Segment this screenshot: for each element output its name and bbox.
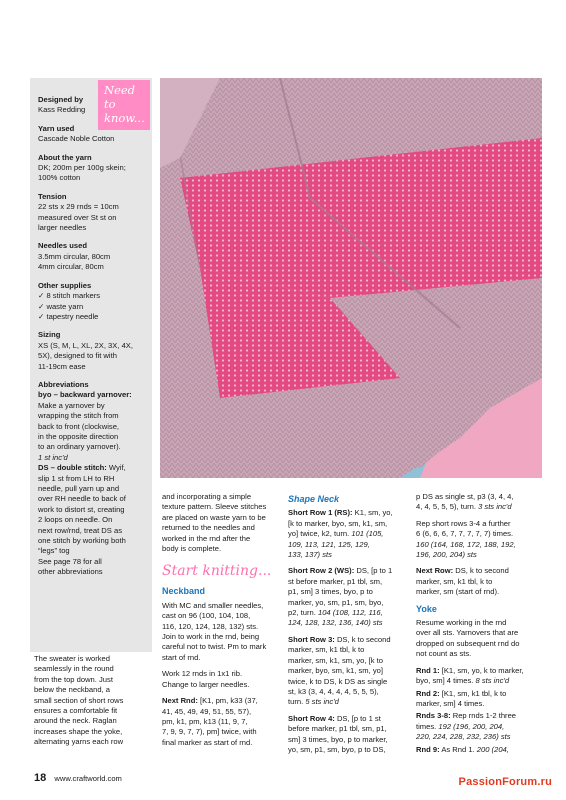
stitch-count: 104 (108, 112, 116,: [317, 608, 383, 618]
yoke-heading: Yoke: [416, 603, 437, 614]
next-rnd-line: [K1, pm, k33 (37,: [197, 696, 258, 706]
ds-text: Wyif,: [106, 463, 126, 473]
intro-line: are placed on waste yarn to be: [162, 512, 266, 522]
next-rnd-instruction: [162, 696, 280, 748]
byo-line: wrapping the stitch from: [38, 411, 119, 421]
short-row-text: DS, [p to 1: [354, 566, 393, 576]
sidebar-heading: Other supplies: [38, 280, 92, 290]
sidebar-section: [38, 95, 150, 116]
sidebar-heading: About the yarn: [38, 152, 92, 162]
round-instruction: [416, 711, 542, 742]
stitch-count: 192 (196, 200, 204,: [438, 721, 505, 731]
neckband-line: With MC and smaller needles,: [162, 600, 264, 610]
short-row-text: st before marker, p1 tbl, sm,: [288, 576, 383, 586]
shape-neck-column: [288, 492, 412, 761]
sidebar-line: 22 sts x 29 rnds = 10cm: [38, 202, 119, 212]
short-row: [288, 508, 412, 560]
sidebar-line: ✓ 8 stitch markers: [38, 291, 101, 301]
sidebar-heading: Needles used: [38, 241, 87, 251]
next-row-instruction: [416, 566, 542, 597]
neckband-paragraph-1: [162, 601, 280, 663]
yoke-line: not count as sts.: [416, 649, 472, 659]
short-row-label: Short Row 2 (WS):: [288, 566, 355, 576]
intro-line: The sweater is worked: [34, 654, 110, 663]
sweater-photo: [160, 78, 542, 478]
repeat-line: 6 (6, 6, 6, 7, 7, 7, 7, 7) times.: [416, 529, 514, 539]
sidebar-section: [38, 241, 150, 272]
neckband-line: Change to larger needles.: [162, 679, 250, 689]
short-row-text: turn.: [288, 697, 306, 707]
page-footer: [34, 772, 122, 784]
short-row-text: before marker, p1 tbl, sm, p1,: [288, 724, 387, 734]
ds-line: “legs” tog: [38, 546, 70, 556]
short-row-text: p1, sm] 3 times, byo, p to: [288, 587, 373, 597]
sidebar-heading: Designed by: [38, 95, 84, 104]
stitch-count: 196, 200, 204) sts: [416, 550, 477, 560]
intro-line: seamlessly in the round: [34, 664, 114, 674]
sidebar-line: ✓ tapestry needle: [38, 311, 99, 321]
intro-continued: [162, 492, 280, 554]
next-rnd-line: pm, k1, pm, k13 (11, 9, 7,: [162, 716, 248, 726]
intro-line: and incorporating a simple: [162, 492, 252, 501]
stitch-count: 200 (204,: [476, 744, 509, 754]
stitch-count: 133, 137) sts: [288, 550, 332, 560]
stitch-count: 109, 113, 121, 125, 129,: [288, 539, 370, 549]
short-row-text: [k to marker, byo, sm, k1, sm,: [288, 518, 388, 528]
neckband-paragraph-2: [162, 669, 280, 690]
intro-line: alternating yarns each row: [34, 737, 124, 747]
sidebar-line: 100% cotton: [38, 173, 81, 183]
round-instruction: [416, 745, 542, 755]
intro-line: body is complete.: [162, 544, 222, 554]
short-row-text: marker, byo, sm, k1, sm, yo]: [288, 666, 383, 676]
intro-line: returned to the needles and: [162, 523, 255, 533]
sidebar-heading: Yarn used: [38, 123, 75, 133]
round-instruction: [416, 666, 542, 687]
sidebar-heading: Tension: [38, 191, 67, 201]
badge-line-1: Need to: [104, 83, 136, 111]
stitch-count: 5 sts inc'd: [305, 697, 339, 707]
stitch-count: 220, 224, 228, 232, 236) sts: [416, 732, 511, 742]
sidebar-line: XS (S, M, L, XL, 2X, 3X, 4X,: [38, 340, 133, 350]
neckband-line: Work 12 rnds in 1x1 rib.: [162, 669, 243, 679]
short-row-text: yo] twice, k2, turn.: [288, 529, 352, 539]
intro-line: from the top down. Just: [34, 674, 113, 684]
neckband-line: 116, 120, 124, 128, 132) sts.: [162, 621, 259, 631]
stitch-count: 101 (105,: [351, 529, 384, 539]
stitch-count: 160 (164, 168, 172, 188, 192,: [416, 539, 516, 549]
next-rnd-label: Next Rnd:: [162, 696, 198, 706]
ds-line: 2 loops on needle. On: [38, 515, 113, 525]
sidebar-content: [38, 95, 150, 586]
sweater-image: [160, 78, 542, 478]
round-text: [K1, sm, k1 tbl, k to: [439, 688, 507, 698]
ds-line: slip 1 st from LH to RH: [38, 473, 115, 483]
short-rows-list: [288, 508, 412, 755]
round-label: Rnd 1:: [416, 665, 440, 675]
watermark: PassionForum.ru: [458, 776, 552, 788]
sidebar-line: 5X), designed to fit with: [38, 351, 117, 361]
stitch-count: 3 sts inc'd: [478, 502, 512, 512]
byo-line: in the opposite direction: [38, 431, 119, 441]
next-row-label: Next Row:: [416, 566, 454, 576]
abbreviations-section: [38, 380, 150, 578]
round-text: [K1, sm, yo, k to marker,: [439, 665, 524, 675]
stitch-count: 8 sts inc'd: [475, 676, 510, 686]
next-row-line: marker, sm, k1 tbl, k to: [416, 576, 493, 586]
intro-line: small section of short rows: [34, 695, 124, 705]
round-text: times.: [416, 721, 439, 731]
byo-increase: 1 st inc'd: [38, 452, 68, 462]
short-row-text: yo, sm, p1, sm, byo, p to DS,: [288, 744, 386, 754]
round-text: marker, sm] 4 times.: [416, 698, 485, 708]
ds-title: DS – double stitch:: [38, 463, 107, 473]
byo-title: byo – backward yarnover:: [38, 390, 132, 400]
next-rnd-line: 7, 9, 9, 7, 7), pm] twice, with: [162, 727, 257, 737]
sidebar-line: DK; 200m per 100g skein;: [38, 163, 126, 173]
short-row-label: Short Row 3:: [288, 634, 335, 644]
short-row-text: marker, yo, sm, p1, sm, byo,: [288, 597, 384, 607]
round-text: Rep rnds 1-2 three: [450, 711, 517, 721]
sidebar-line: 4mm circular, 80cm: [38, 262, 104, 272]
round-label: Rnd 9:: [416, 744, 440, 754]
abbreviations-heading: Abbreviations: [38, 379, 89, 389]
intro-line: around the neck. Raglan: [34, 716, 117, 726]
byo-line: Make a yarnover by: [38, 400, 105, 410]
short-row-text: st, k3 (3, 4, 4, 4, 4, 5, 5, 5),: [288, 686, 379, 696]
neckband-line: cast on 96 (100, 104, 108,: [162, 611, 251, 621]
sidebar-line: larger needles: [38, 223, 87, 233]
sidebar-section: [38, 192, 150, 234]
continued-line: p DS as single st, p3 (3, 4, 4,: [416, 492, 514, 501]
ds-line: other abbreviations: [38, 567, 103, 577]
round-label: Rnd 2:: [416, 688, 440, 698]
round-label: Rnds 3-8:: [416, 711, 451, 721]
sidebar-section: [38, 124, 150, 145]
neckband-line: careful not to twist. Pm to mark: [162, 642, 267, 652]
short-row: [288, 714, 412, 756]
ds-line: one stitch by working both: [38, 536, 126, 546]
byo-line: back to front (clockwise,: [38, 421, 120, 431]
yoke-line: dropped on subsequent rnd do: [416, 638, 520, 648]
short-row-label: Short Row 4:: [288, 713, 335, 723]
short-row: [288, 566, 412, 628]
sidebar-line: 11-19cm ease: [38, 361, 86, 371]
intro-line: below the neckband, a: [34, 685, 110, 695]
start-knitting-heading: Start knitting...: [162, 563, 272, 580]
neckband-line: start of rnd.: [162, 652, 201, 662]
round-instruction: [416, 689, 542, 710]
yoke-line: Resume working in the rnd: [416, 618, 507, 628]
intro-line: worked in the rnd after the: [162, 533, 251, 543]
byo-line: to an ordinary yarnover).: [38, 442, 121, 452]
footer-url: www.craftworld.com: [54, 774, 122, 783]
page-number: 18: [34, 772, 47, 784]
ds-line: over RH needle to back of: [38, 494, 126, 504]
short-row-label: Short Row 1 (RS):: [288, 508, 353, 518]
next-rnd-line: 41, 45, 49, 49, 51, 55, 57),: [162, 706, 252, 716]
badge-line-2: know...: [104, 111, 145, 125]
yoke-line: over all sts. Yarnovers that are: [416, 628, 519, 638]
sidebar-section: [38, 330, 150, 372]
sidebar-line: 3.5mm circular, 80cm: [38, 251, 111, 261]
sidebar-section: [38, 153, 150, 184]
intro-column: [34, 654, 152, 748]
short-row-4-continued: [416, 492, 542, 513]
sidebar-line: measured over St st on: [38, 212, 117, 222]
ds-line: next row/rnd, treat DS as: [38, 525, 122, 535]
next-row-line: DS, k to second: [453, 566, 509, 576]
short-row-text: p2, turn.: [288, 608, 318, 618]
short-row-text: marker, sm, k1, sm, yo, [k to: [288, 655, 383, 665]
ds-line: [38, 463, 150, 473]
short-row-text: DS, [p to 1 st: [334, 713, 381, 723]
shape-neck-heading: Shape Neck: [288, 494, 340, 504]
short-row-text: K1, sm, yo,: [352, 508, 393, 518]
round-text: byo, sm] 4 times.: [416, 676, 476, 686]
neckband-column: [162, 492, 280, 754]
sidebar-line: Cascade Noble Cotton: [38, 134, 115, 144]
sidebar-heading: Sizing: [38, 330, 61, 340]
intro-line: texture pattern. Sleeve stitches: [162, 502, 267, 512]
short-row-text: sm] 3 times, byo, p to marker,: [288, 734, 388, 744]
rounds-list: [416, 666, 542, 755]
stitch-count: 124, 128, 132, 136, 140) sts: [288, 618, 383, 628]
ds-line: needle, pull yarn up and: [38, 484, 120, 493]
sidebar-line: ✓ waste yarn: [38, 301, 84, 311]
repeat-short-rows: [416, 519, 542, 561]
short-row-text: marker, sm, k1 tbl, k to: [288, 645, 365, 655]
ds-line: See page 78 for all: [38, 556, 102, 566]
intro-line: ensures a comfortable fit: [34, 706, 118, 716]
neckband-line: Join to work in the rnd, being: [162, 632, 260, 642]
short-row: [288, 635, 412, 708]
round-text: As Rnd 1.: [439, 744, 477, 754]
short-row-text: DS, k to second: [334, 634, 391, 644]
yoke-column: [416, 492, 542, 757]
repeat-line: Rep short rows 3-4 a further: [416, 518, 511, 528]
intro-line: increases shape the yoke,: [34, 726, 123, 736]
next-rnd-line: final marker as start of rnd.: [162, 737, 253, 747]
next-row-line: marker, sm (start of rnd).: [416, 587, 500, 597]
yoke-paragraph: [416, 618, 542, 660]
neckband-heading: Neckband: [162, 586, 206, 597]
ds-line: work to distort st, creating: [38, 504, 125, 514]
short-row-text: twice, k to DS, k DS as single: [288, 676, 388, 686]
sidebar-line: Kass Redding: [38, 105, 86, 115]
sidebar-section: [38, 281, 150, 323]
continued-line: 4, 4, 5, 5, 5), turn.: [416, 502, 479, 512]
